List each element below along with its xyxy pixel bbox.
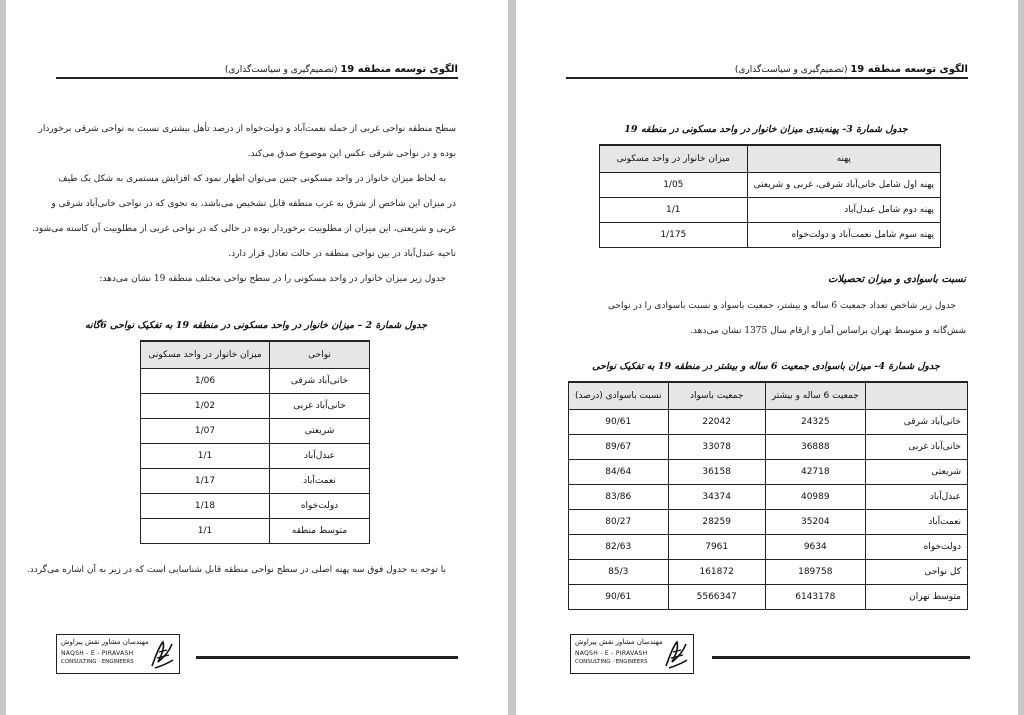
- table-header-row: [600, 145, 941, 172]
- table-cell: 42718: [765, 459, 865, 484]
- table-cell: 36158: [668, 459, 765, 484]
- table-cell: 85/3: [569, 559, 669, 584]
- text-line: بوده و در نواحی شرقی عکس این موضوع صدق می‌کند.: [247, 149, 456, 159]
- column-header: پهنه: [747, 145, 940, 172]
- table-2: [140, 340, 370, 544]
- section-heading: نسبت باسوادی و میزان تحصیلات: [827, 274, 966, 285]
- text-line: غربی و شریعتی، این میزان از مطلوبیت برخوردار بوده در حالی که در نواحی غربی از مطلوبیت آن کاسته می‌شود.: [32, 224, 456, 234]
- table-cell: عبدل‌آباد: [865, 484, 967, 509]
- closing-paragraph: [26, 558, 456, 583]
- table-row: [141, 493, 370, 518]
- column-header: جمعیت باسواد: [668, 382, 765, 409]
- footer-rule: [712, 656, 970, 659]
- table-cell: پهنه سوم شامل نعمت‌آباد و دولت‌خواه: [747, 222, 940, 247]
- signature-logo-icon: [663, 638, 689, 672]
- table-cell: خانی‌آباد غربی: [270, 393, 370, 418]
- logo-text-en-sub: CONSULTING · ENGINEERS: [61, 659, 134, 665]
- table-cell: 34374: [668, 484, 765, 509]
- footer-rule: [196, 656, 458, 659]
- table-cell: 82/63: [569, 534, 669, 559]
- table-header-row: [141, 341, 370, 368]
- table-cell: نعمت‌آباد: [865, 509, 967, 534]
- body-paragraph: [566, 294, 966, 344]
- table-cell: خانی‌آباد شرقی: [270, 368, 370, 393]
- table-cell: 1/07: [141, 418, 270, 443]
- table-cell: نعمت‌آباد: [270, 468, 370, 493]
- company-logo: [570, 634, 694, 674]
- text-line: جدول زیر میزان خانوار در واحد مسکونی را در سطح نواحی مختلف منطقه 19 نشان می‌دهد:: [99, 274, 446, 284]
- page-header: [56, 64, 458, 79]
- table-4-caption: جدول شمارة 4- میزان باسوادی جمعیت 6 ساله و بیشتر در منطقه 19 به تفکیک نواحی: [592, 361, 940, 372]
- table-cell: کل نواحی: [865, 559, 967, 584]
- signature-logo-icon: [149, 638, 175, 672]
- table-cell: 1/1: [600, 197, 748, 222]
- table-cell: دولت‌خواه: [865, 534, 967, 559]
- table-cell: 1/1: [141, 443, 270, 468]
- table-3-caption: جدول شمارة 3- پهنه‌بندی میزان خانوار در واحد مسکونی در منطقه 19: [624, 124, 908, 135]
- column-header: میزان خانوار در واحد مسکونی: [141, 341, 270, 368]
- table-cell: 24325: [765, 409, 865, 434]
- table-row: [569, 559, 968, 584]
- text-line: در میزان این شاخص از شرق به غرب منطقه قابل تشخیص می‌باشد، به نحوی که در نواحی خانی‌آباد شرقی و: [51, 199, 456, 209]
- table-cell: 5566347: [668, 584, 765, 609]
- table-cell: پهنه اول شامل خانی‌آباد شرقی، غربی و شریعتی: [747, 172, 940, 197]
- text-line: به لحاظ میزان خانوار در واحد مسکونی چنین می‌توان اظهار نمود که افزایش مستمری به شکل یک طیف: [58, 174, 446, 184]
- table-cell: 83/86: [569, 484, 669, 509]
- table-header-row: [569, 382, 968, 409]
- table-row: [569, 509, 968, 534]
- header-title: الگوی توسعه منطقه 19: [340, 64, 458, 75]
- logo-text-en: NAQSH - E - PIRAVASH: [61, 650, 134, 657]
- table-cell: 36888: [765, 434, 865, 459]
- table-cell: 90/61: [569, 409, 669, 434]
- table-cell: خانی‌آباد غربی: [865, 434, 967, 459]
- table-cell: 90/61: [569, 584, 669, 609]
- table-cell: متوسط منطقه: [270, 518, 370, 543]
- table-cell: 1/05: [600, 172, 748, 197]
- header-subtitle: (تصمیم‌گیری و سیاست‌گذاری): [224, 65, 338, 75]
- table-cell: پهنه دوم شامل عبدل‌آباد: [747, 197, 940, 222]
- document-page-right: [516, 0, 1018, 715]
- table-cell: 22042: [668, 409, 765, 434]
- table-cell: شریعتی: [865, 459, 967, 484]
- column-header: [865, 382, 967, 409]
- table-cell: 40989: [765, 484, 865, 509]
- logo-text-en: NAQSH - E - PIRAVASH: [575, 650, 648, 657]
- body-paragraph: [32, 117, 456, 292]
- text-line: شش‌گانه و متوسط تهران براساس آمار و ارقام سال 1375 نشان می‌دهد.: [690, 326, 966, 336]
- logo-text-fa: مهندسان مشاور نقش پیراوش: [61, 638, 149, 646]
- table-cell: 1/18: [141, 493, 270, 518]
- logo-text-fa: مهندسان مشاور نقش پیراوش: [575, 638, 663, 646]
- table-cell: 7961: [668, 534, 765, 559]
- table-cell: 28259: [668, 509, 765, 534]
- table-cell: 9634: [765, 534, 865, 559]
- table-cell: 6143178: [765, 584, 865, 609]
- header-subtitle: (تصمیم‌گیری و سیاست‌گذاری): [734, 65, 848, 75]
- company-logo: [56, 634, 180, 674]
- table-3: [599, 144, 941, 248]
- table-row: [569, 459, 968, 484]
- table-row: [600, 222, 941, 247]
- table-4: [568, 381, 968, 610]
- table-row: [569, 534, 968, 559]
- table-cell: شریعتی: [270, 418, 370, 443]
- table-cell: 1/02: [141, 393, 270, 418]
- table-row: [569, 484, 968, 509]
- table-row: [141, 393, 370, 418]
- table-cell: 1/175: [600, 222, 748, 247]
- table-row: [141, 418, 370, 443]
- column-header: نواحی: [270, 341, 370, 368]
- table-row: [141, 443, 370, 468]
- text-line: ناحیه عبدل‌آباد در بین نواحی منطقه در حالت تعادل قرار دارد.: [228, 249, 456, 259]
- header-title: الگوی توسعه منطقه 19: [850, 64, 968, 75]
- column-header: نسبت باسوادی (درصد): [569, 382, 669, 409]
- table-row: [141, 518, 370, 543]
- table-cell: 161872: [668, 559, 765, 584]
- table-cell: 1/17: [141, 468, 270, 493]
- table-row: [569, 584, 968, 609]
- table-cell: 80/27: [569, 509, 669, 534]
- page-header: [566, 64, 968, 79]
- table-cell: متوسط تهران: [865, 584, 967, 609]
- table-cell: 33078: [668, 434, 765, 459]
- table-row: [141, 468, 370, 493]
- table-cell: خانی‌آباد شرقی: [865, 409, 967, 434]
- table-row: [569, 434, 968, 459]
- column-header: میزان خانوار در واحد مسکونی: [600, 145, 748, 172]
- text-line: جدول زیر شاخص تعداد جمعیت 6 ساله و بیشتر، جمعیت باسواد و نسبت باسوادی را در نواحی: [607, 301, 956, 311]
- table-cell: 84/64: [569, 459, 669, 484]
- text-line: سطح منطقه نواحی غربی از جمله نعمت‌آباد و دولت‌خواه از درصد تأهل بیشتری نسبت به نواحی شرقی برخوردار: [38, 124, 456, 134]
- table-row: [569, 409, 968, 434]
- column-header: جمعیت 6 ساله و بیشتر: [765, 382, 865, 409]
- table-cell: دولت‌خواه: [270, 493, 370, 518]
- table-cell: 1/1: [141, 518, 270, 543]
- table-row: [600, 197, 941, 222]
- table-row: [141, 368, 370, 393]
- table-cell: 35204: [765, 509, 865, 534]
- table-cell: 189758: [765, 559, 865, 584]
- document-page-left: [6, 0, 508, 715]
- table-cell: عبدل‌آباد: [270, 443, 370, 468]
- logo-text-en-sub: CONSULTING · ENGINEERS: [575, 659, 648, 665]
- table-2-caption: جدول شمارة 2 – میزان خانوار در واحد مسکونی در منطقه 19 به تفکیک نواحی 6گانه: [84, 320, 428, 331]
- table-row: [600, 172, 941, 197]
- text-line: با توجه به جدول فوق سه پهنه اصلی در سطح نواحی منطقه قابل شناسایی است که در زیر به آن اشاره می‌گردد.: [26, 565, 446, 575]
- table-cell: 1/06: [141, 368, 270, 393]
- table-cell: 89/67: [569, 434, 669, 459]
